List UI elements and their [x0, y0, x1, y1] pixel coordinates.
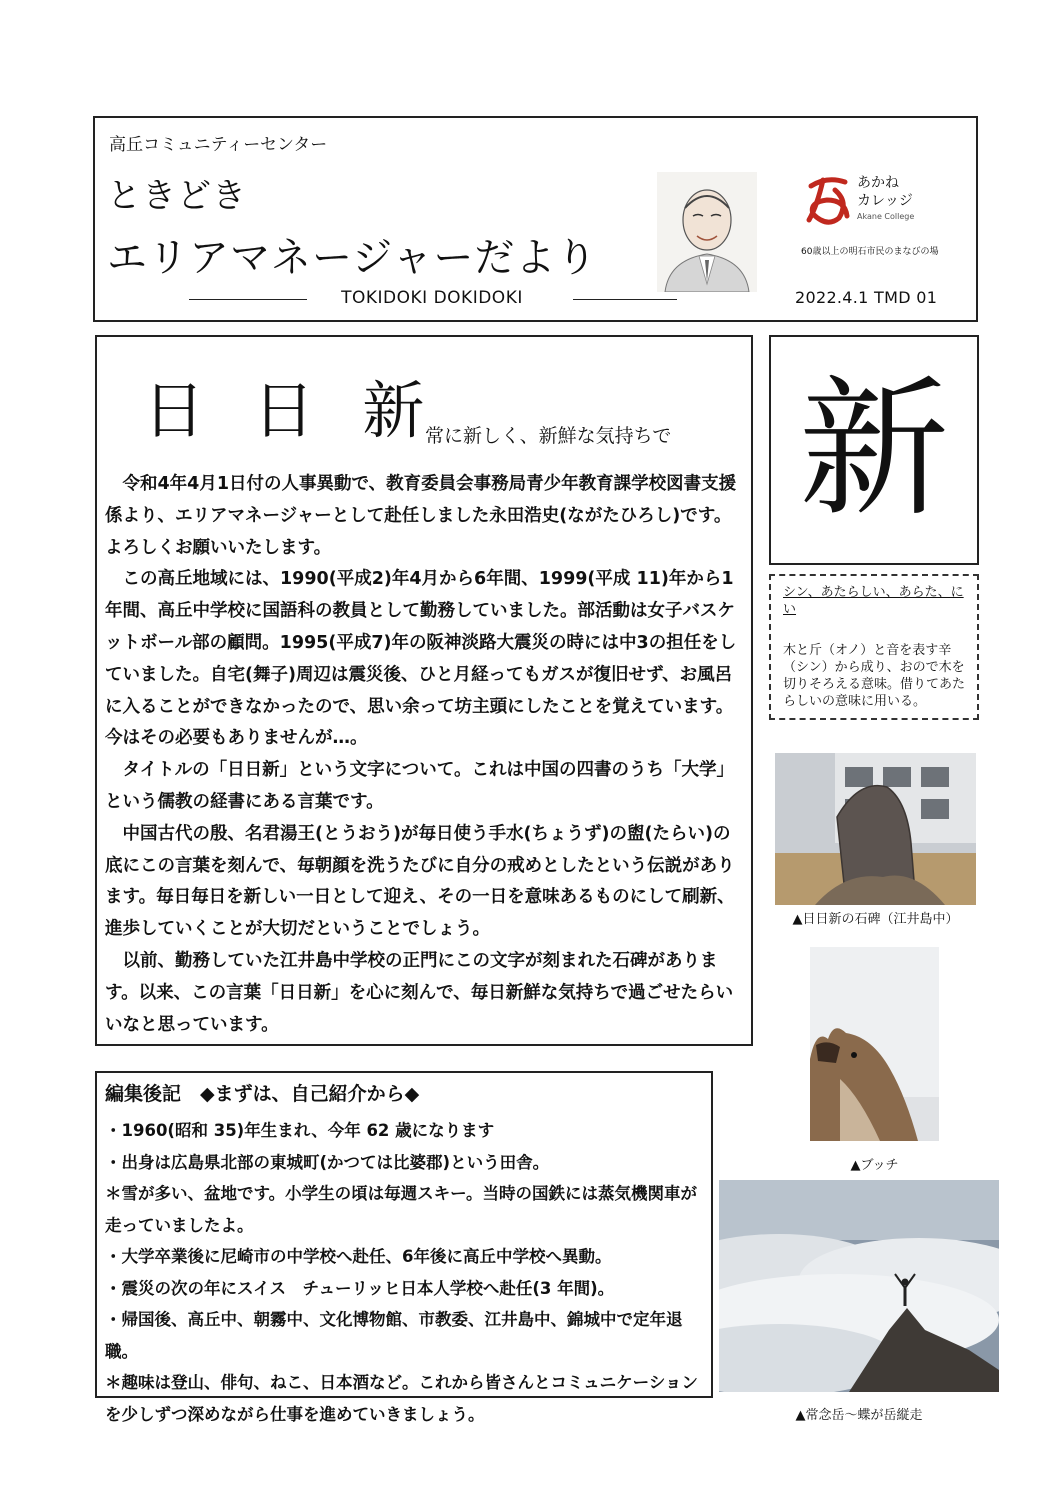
kanji-meaning: 木と斤（オノ）と音を表す辛（シン）から成り、おので木を切りそろえる意味。借りてあたらしいの意味に用いる。 [783, 643, 966, 709]
article-body [105, 469, 745, 1041]
akane-college-logo-icon [801, 172, 855, 228]
logo-text-english: Akane College [857, 212, 915, 221]
akane-college-logo [801, 172, 961, 268]
stone-monument-photo [775, 753, 976, 905]
newsletter-header [93, 116, 978, 322]
kanji-character: 新 [798, 363, 949, 537]
list-item: ・1960(昭和 35)年生まれ、今年 62 歳になります [105, 1121, 495, 1140]
kanji-reading: シン、あたらしい、あらた、にい [783, 585, 964, 617]
list-item: ・帰国後、高丘中、朝霧中、文化博物館、市教委、江井島中、錦城中で定年退職。 [105, 1310, 683, 1361]
article-paragraph: 令和4年4月1日付の人事異動で、教育委員会事務局青少年教育課学校図書支援係より、エリアマネージャーとして赴任しました永田浩史(ながたひろし)です。よろしくお願いいたします。 [105, 474, 737, 558]
article-paragraph: 以前、勤務していた江井島中学校の正門にこの文字が刻まれた石碑があります。以来、この言葉「日日新」を心に刻んで、毎日新鮮な気持ちで過ごせたらいいなと思っています。 [105, 950, 734, 1035]
photo-caption: ▲日日新の石碑（江井島中） [792, 912, 959, 927]
logo-subtext: 60歳以上の明石市民のまなびの場 [801, 247, 939, 257]
logo-text-line-2: カレッジ [857, 193, 913, 209]
kanji-meaning-box [769, 574, 979, 720]
cat-photo [810, 947, 939, 1141]
editor-note-heading: 編集後記 ◆まずは、自己紹介から◆ [105, 1083, 420, 1105]
article-subtitle: 常に新しく、新鮮な気持ちで [425, 425, 672, 447]
organization-name: 高丘コミュニティーセンター [109, 135, 328, 155]
list-item: ＊趣味は登山、俳句、ねこ、日本酒など。これから皆さんとコミュニケーションを少しずつ深めながら仕事を進めていきましょう。 [105, 1373, 699, 1424]
article-paragraph: タイトルの「日日新」という文字について。これは中国の四書のうち「大学」という儒教の経書にある言葉です。 [105, 760, 734, 812]
issue-date-number: 2022.4.1 TMD 01 [795, 288, 938, 307]
tagline-rule-right [573, 299, 677, 300]
photo-caption: ▲常念岳～蝶が岳縦走 [795, 1408, 923, 1423]
mountain-photo [719, 1180, 999, 1392]
article-title: 日 日 新 [143, 374, 439, 447]
editor-note-box [95, 1071, 713, 1424]
list-item: ・出身は広島県北部の東城町(かつては比婆郡)という田舎。 [105, 1152, 550, 1172]
title-line-1: ときどき [107, 176, 247, 216]
newsletter-title: エリアマネージャーだより [107, 235, 598, 281]
main-article [95, 335, 753, 1046]
logo-text-line-1: あかね [857, 175, 899, 191]
list-item: ＊雪が多い、盆地です。小学生の頃は毎週スキー。当時の国鉄には蒸気機関車が走っていましたよ。 [105, 1184, 698, 1235]
article-paragraph: 中国古代の殷、名君湯王(とうおう)が毎日使う手水(ちょうず)の盥(たらい)の底にこの言葉を刻んで、毎朝顔を洗うたびに自分の戒めとしたという伝説があります。毎日毎日を新しい一日として迎え、その一日を意味あるものにして刷新、進歩していくことが大切だということでしょう。 [105, 823, 735, 940]
kanji-panel [769, 335, 979, 565]
author-portrait-illustration [657, 172, 757, 292]
photo-caption: ▲ブッチ [850, 1158, 899, 1173]
tagline: TOKIDOKI DOKIDOKI [341, 288, 523, 308]
editor-note-list [105, 1115, 705, 1430]
article-paragraph: この高丘地域には、1990(平成2)年4月から6年間、1999(平成 11)年から1年間、高丘中学校に国語科の教員として勤務していました。部活動は女子バスケットボール部の顧問。1995(平成7)年の阪神淡路大震災の時には中3の担任をしていました。自宅(舞子)周辺は震災後、ひと月経ってもガスが復旧せず、お風呂に入ることができなかったので、思い余って坊主頭にしたことを覚えています。今はその必要もありませんが…。 [105, 569, 737, 749]
list-item: ・大学卒業後に尼崎市の中学校へ赴任、6年後に高丘中学校へ異動。 [105, 1247, 612, 1266]
list-item: ・震災の次の年にスイス チューリッヒ日本人学校へ赴任(3 年間)。 [105, 1278, 615, 1298]
